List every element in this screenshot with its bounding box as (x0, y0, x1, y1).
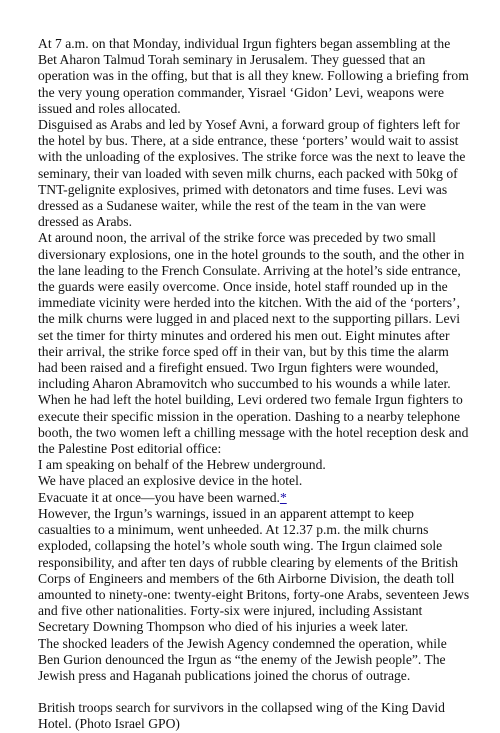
paragraph-warning-call: When he had left the hotel building, Levi ordered two female Irgun fighters to execute their specific mission in the operation. Dashing to a nearby telephone booth, the two women left a chilling message with the hotel reception desk and the Palestine Post editorial office: (38, 392, 469, 457)
footnote-link[interactable]: * (279, 489, 287, 505)
paragraph-explosion: However, the Irgun’s warnings, issued in an apparent attempt to keep casualties to a minimum, went unheeded. At 12.37 p.m. the milk churns exploded, collapsing the hotel’s whole south wing. The Irgun claimed sole responsibility, and after ten days of rubble clearing by elements of the British Corps of Engineers and members of the 6th Airborne Division, the death toll amounted to ninety-one: twenty-eight Britons, forty-one Arabs, seventeen Jews and five other nationalities. Forty-six were injured, including Assistant Secretary Downing Thompson who died of his injuries a week later. (38, 505, 470, 635)
quote-line-1: I am speaking on behalf of the Hebrew underground. (38, 457, 326, 473)
paragraph-morning-assembly: At 7 a.m. on that Monday, individual Irgun fighters began assembling at the Bet Aharon Talmud Torah seminary in Jerusalem. They guessed that an operation was in the offing, but that is all they knew. Following a briefing from the very young operation commander, Yisrael ‘Gidon’ Levi, weapons were issued and roles allocated. (38, 36, 469, 116)
paragraph-condemnation: The shocked leaders of the Jewish Agency condemned the operation, while Ben Gurion denounced the Irgun as “the enemy of the Jewish people”. The Jewish press and Haganah publications joined the chorus of outrage. (38, 635, 447, 683)
paragraph-forward-group: Disguised as Arabs and led by Yosef Avni, a forward group of fighters left for the hotel by bus. There, at a side entrance, these ‘porters’ would wait to assist with the unloading of the explosives. The strike force was the next to leave the seminary, their van loaded with seven milk churns, each packed with 50kg of TNT-gelignite explosives, primed with detonators and time fuses. Levi was dressed as a Sudanese waiter, while the rest of the team in the van were dressed as Arabs. (38, 117, 466, 230)
quote-line-3 (38, 490, 470, 506)
quote-line-2: We have placed an explosive device in the hotel. (38, 473, 303, 489)
photo-caption: British troops search for survivors in the collapsed wing of the King David Hotel. (Photo Israel GPO) (38, 700, 445, 732)
paragraph-strike-force: At around noon, the arrival of the strike force was preceded by two small diversionary explosions, one in the hotel grounds to the south, and the other in the lane leading to the French Consulate. Arriving at the hotel’s side entrance, the guards were easily overcome. Once inside, hotel staff rounded up in the immediate vicinity were herded into the kitchen. With the aid of the ‘porters’, the milk churns were lugged in and placed next to the supporting pillars. Levi set the timer for thirty minutes and ordered his men out. Eight minutes after their arrival, the strike force sped off in their van, but by this time the alarm had been raised and a firefight ensued. Two Irgun fighters were wounded, including Aharon Abramovitch who succumbed to his wounds a while later. (38, 230, 465, 392)
quote-line-3-text: Evacuate it at once—you have been warned. (38, 489, 280, 505)
